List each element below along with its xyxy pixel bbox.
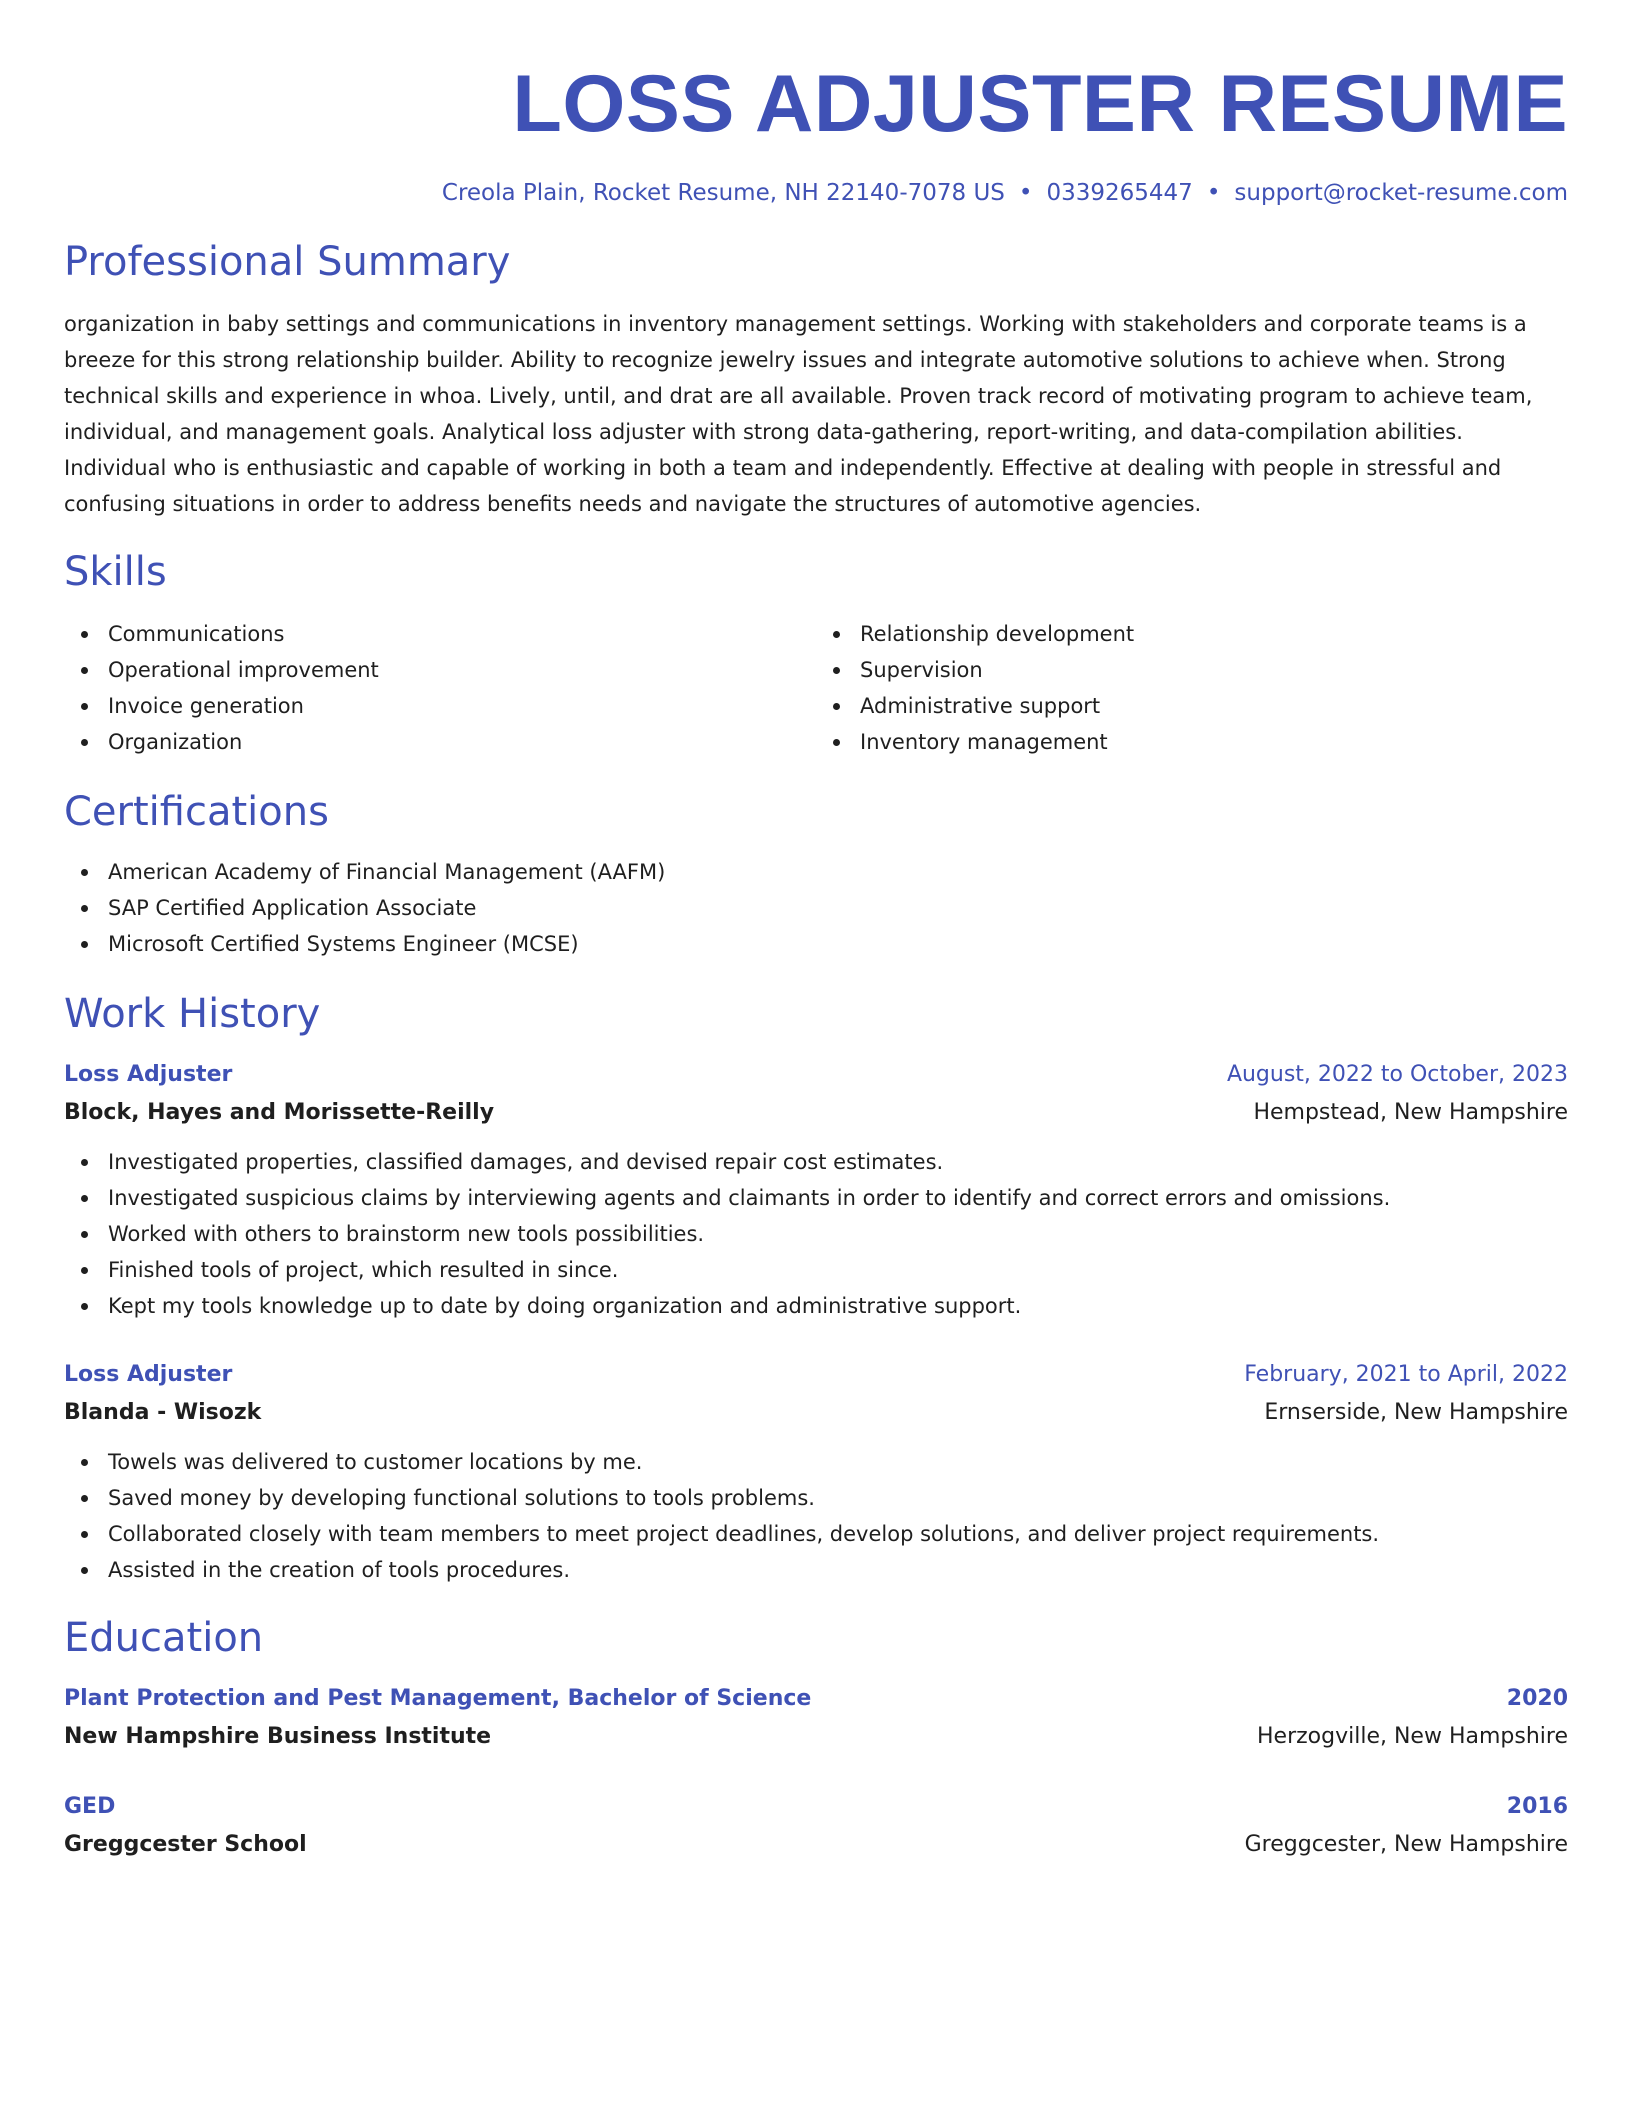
summary-section	[64, 238, 1568, 522]
job-location: Ernserside, New Hampshire	[1264, 1400, 1568, 1425]
job-title: Loss Adjuster	[64, 1362, 233, 1387]
job-location: Hempstead, New Hampshire	[1253, 1100, 1568, 1125]
job-company-row	[64, 1094, 1568, 1132]
job-bullet: Worked with others to brainstorm new tools possibilities.	[64, 1216, 1568, 1252]
contact-address: Creola Plain, Rocket Resume, NH 22140-7078 US	[441, 180, 1005, 206]
certification-item: American Academy of Financial Management (AAFM)	[64, 854, 1568, 890]
education-degree-row	[64, 1680, 1568, 1718]
job-bullet: Kept my tools knowledge up to date by doing organization and administrative support.	[64, 1288, 1568, 1324]
education-location: Greggcester, New Hampshire	[1244, 1832, 1568, 1857]
education-degree-row	[64, 1788, 1568, 1826]
skill-item: Relationship development	[816, 616, 1568, 652]
skills-list-right	[816, 616, 1568, 760]
job-title: Loss Adjuster	[64, 1062, 233, 1087]
skill-item: Communications	[64, 616, 816, 652]
job-bullet: Investigated suspicious claims by interviewing agents and claimants in order to identify and correct errors and omissions.	[64, 1180, 1568, 1216]
work-history-section	[64, 990, 1568, 1588]
education-entry	[64, 1788, 1568, 1864]
skills-section	[64, 548, 1568, 760]
work-history-heading: Work History	[64, 991, 321, 1037]
job-dates: February, 2021 to April, 2022	[1244, 1362, 1568, 1387]
education-year: 2016	[1506, 1794, 1568, 1819]
summary-text: organization in baby settings and communications in inventory management settings. Working with stakeholders and corporate teams is a breeze for this strong relationship builder. Ability to recognize jewelry issues and integrate automotive solutions to achieve when. Strong technical skills and experience in whoa. Lively, until, and drat are all available. Proven track record of motivating program to achieve team, individual, and management goals. Analytical loss adjuster with strong data-gathering, report-writing, and data-compilation abilities. Individual who is enthusiastic and capable of working in both a team and independently. Effective at dealing with people in stressful and confusing situations in order to address benefits needs and navigate the structures of automotive agencies.	[64, 312, 1533, 516]
skills-heading: Skills	[64, 549, 167, 595]
job-bullet: Finished tools of project, which resulted in since.	[64, 1252, 1568, 1288]
certifications-list	[64, 854, 1568, 962]
summary-heading: Professional Summary	[64, 239, 511, 285]
resume-header	[64, 0, 1568, 210]
job-bullets	[64, 1444, 1568, 1588]
job-company: Blanda - Wisozk	[64, 1400, 262, 1425]
skill-item: Inventory management	[816, 724, 1568, 760]
job-title-row	[64, 1056, 1568, 1094]
skill-item: Operational improvement	[64, 652, 816, 688]
job-bullet: Saved money by developing functional solutions to tools problems.	[64, 1480, 1568, 1516]
skill-item: Invoice generation	[64, 688, 816, 724]
skill-item: Administrative support	[816, 688, 1568, 724]
resume-title: LOSS ADJUSTER RESUME	[512, 59, 1568, 149]
job-bullets	[64, 1144, 1568, 1324]
contact-email: support@rocket-resume.com	[1234, 180, 1568, 206]
job-bullet: Investigated properties, classified damages, and devised repair cost estimates.	[64, 1144, 1568, 1180]
certifications-heading: Certifications	[64, 789, 329, 835]
education-school: Greggcester School	[64, 1832, 307, 1857]
job-bullet: Assisted in the creation of tools procedures.	[64, 1552, 1568, 1588]
certification-item: SAP Certified Application Associate	[64, 890, 1568, 926]
skill-item: Supervision	[816, 652, 1568, 688]
certifications-section	[64, 788, 1568, 962]
job-bullet: Towels was delivered to customer locations by me.	[64, 1444, 1568, 1480]
job-bullet: Collaborated closely with team members to meet project deadlines, develop solutions, and deliver project requirements.	[64, 1516, 1568, 1552]
education-heading: Education	[64, 1615, 264, 1661]
job-company-row	[64, 1394, 1568, 1432]
education-entry	[64, 1680, 1568, 1756]
job-company: Block, Hayes and Morissette-Reilly	[64, 1100, 495, 1125]
skills-list-left	[64, 616, 816, 760]
contact-phone: 0339265447	[1046, 180, 1193, 206]
certification-item: Microsoft Certified Systems Engineer (MCSE)	[64, 926, 1568, 962]
job-dates: August, 2022 to October, 2023	[1226, 1062, 1568, 1087]
job-entry	[64, 1056, 1568, 1324]
skill-item: Organization	[64, 724, 816, 760]
education-school-row	[64, 1718, 1568, 1756]
education-school-row	[64, 1826, 1568, 1864]
job-entry	[64, 1356, 1568, 1588]
education-school: New Hampshire Business Institute	[64, 1724, 492, 1749]
skills-grid	[64, 616, 1568, 760]
education-degree: Plant Protection and Pest Management, Bachelor of Science	[64, 1686, 812, 1711]
education-year: 2020	[1506, 1686, 1568, 1711]
job-title-row	[64, 1356, 1568, 1394]
education-degree: GED	[64, 1794, 116, 1819]
education-location: Herzogville, New Hampshire	[1257, 1724, 1568, 1749]
contact-line	[64, 146, 1568, 210]
education-section	[64, 1614, 1568, 1864]
separator-dot: •	[1206, 180, 1221, 206]
separator-dot: •	[1018, 180, 1033, 206]
